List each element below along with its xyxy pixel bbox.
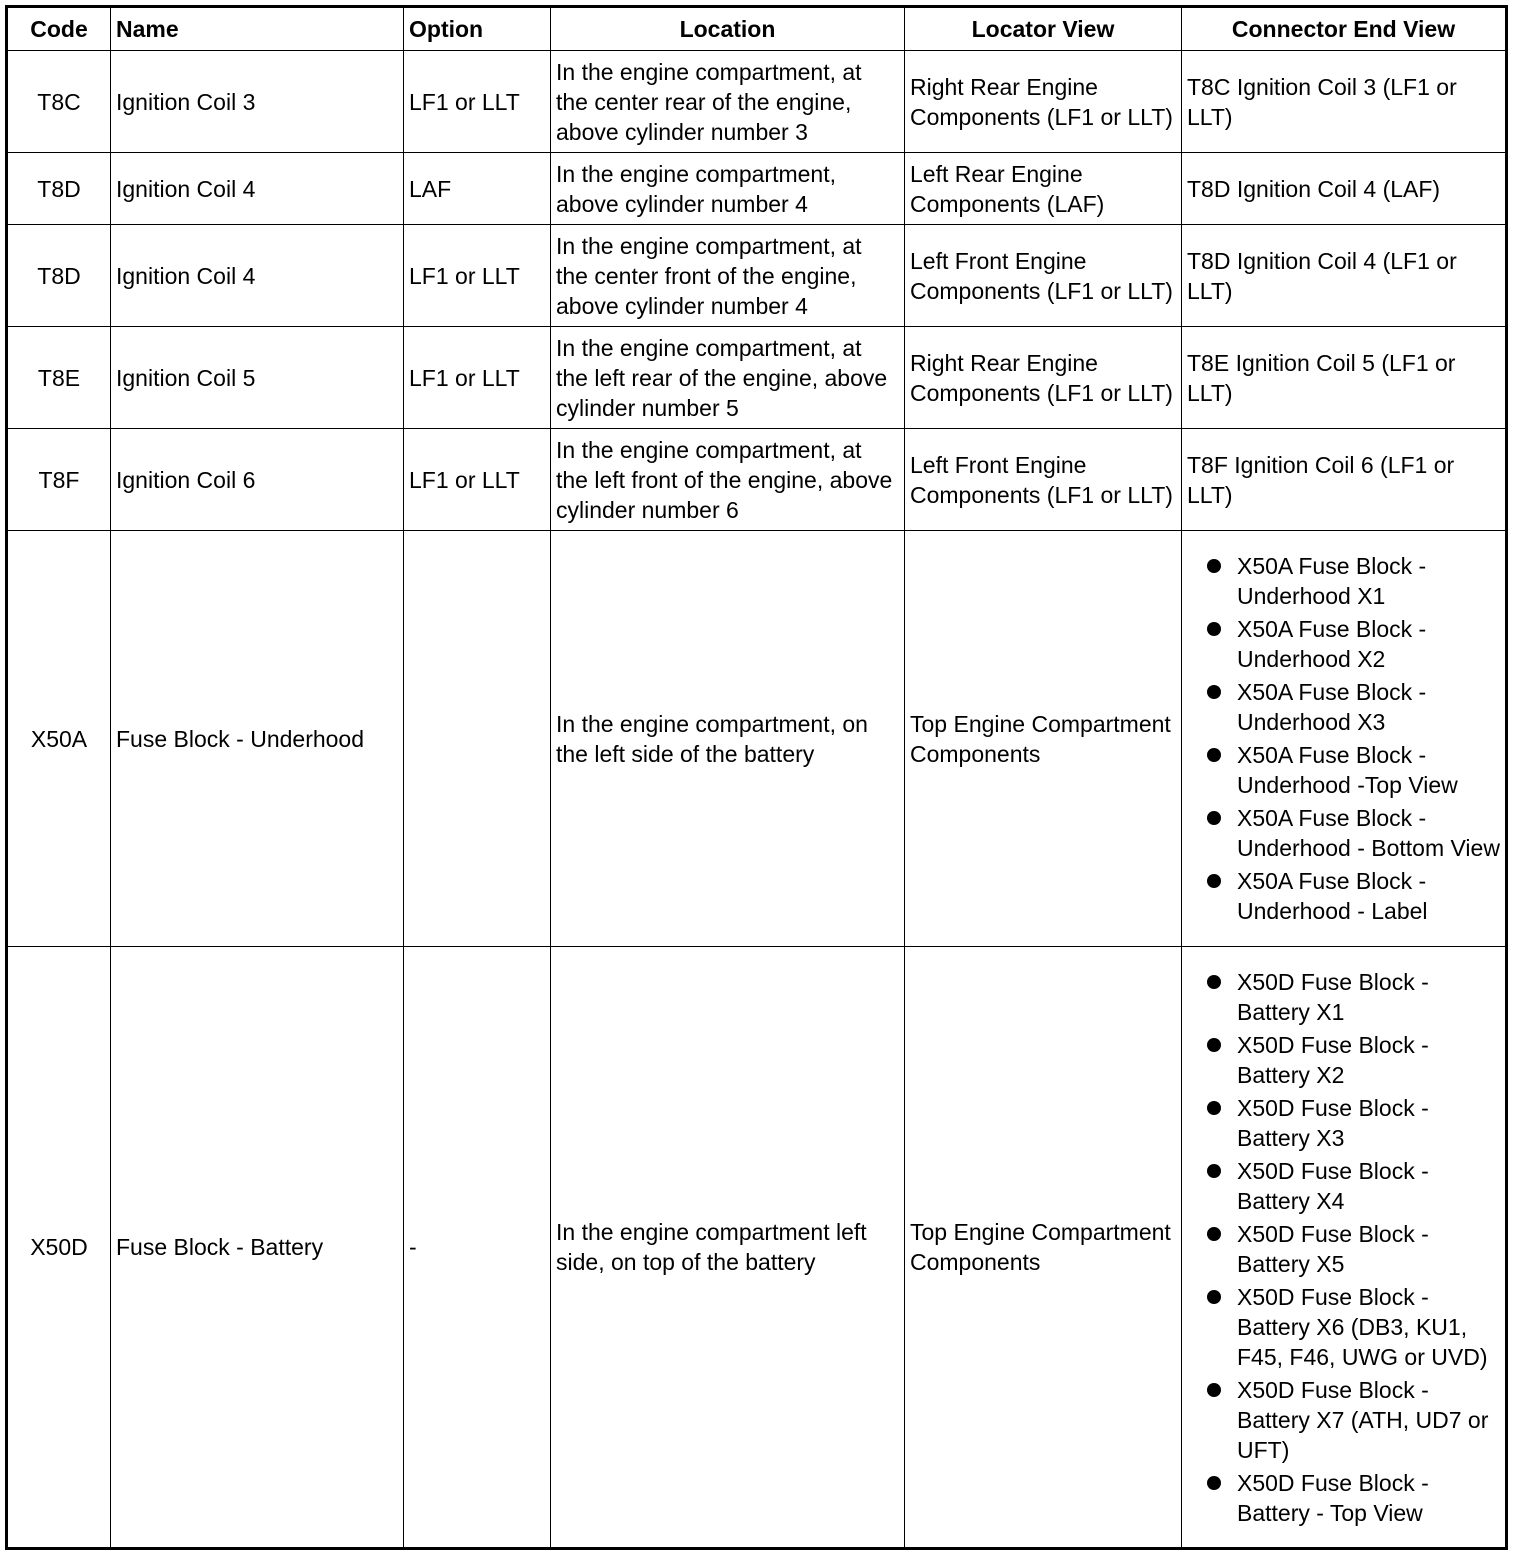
connector-view-label: X50D Fuse Block - Battery X2 <box>1237 1031 1429 1088</box>
connector-view-label: X50D Fuse Block - Battery X5 <box>1237 1220 1429 1277</box>
cell-connector-end-view <box>1182 531 1507 947</box>
cell-code: T8F <box>7 429 111 531</box>
cell-locator-view: Left Front Engine Components (LF1 or LLT) <box>905 225 1182 327</box>
table-row <box>7 153 1507 225</box>
list-item <box>1187 1030 1500 1090</box>
cell-option: LF1 or LLT <box>404 51 551 153</box>
component-locator-table <box>5 5 1508 1550</box>
connector-view-label: X50D Fuse Block - Battery X4 <box>1237 1157 1429 1214</box>
list-item <box>1187 1282 1500 1372</box>
bullet-icon <box>1207 1101 1221 1115</box>
connector-end-view-list <box>1187 551 1500 926</box>
bullet-icon <box>1207 748 1221 762</box>
cell-code: T8C <box>7 51 111 153</box>
bullet-icon <box>1207 1383 1221 1397</box>
cell-name: Ignition Coil 6 <box>111 429 404 531</box>
cell-location: In the engine compartment, above cylinder number 4 <box>551 153 905 225</box>
cell-name: Fuse Block - Underhood <box>111 531 404 947</box>
cell-code: T8D <box>7 225 111 327</box>
connector-view-label: X50D Fuse Block - Battery X3 <box>1237 1094 1429 1151</box>
table-row <box>7 327 1507 429</box>
header-option: Option <box>404 7 551 51</box>
list-item <box>1187 1468 1500 1528</box>
list-item <box>1187 803 1500 863</box>
list-item <box>1187 677 1500 737</box>
header-locator-view: Locator View <box>905 7 1182 51</box>
cell-code: T8E <box>7 327 111 429</box>
list-item <box>1187 967 1500 1027</box>
header-name: Name <box>111 7 404 51</box>
cell-connector-end-view: T8C Ignition Coil 3 (LF1 or LLT) <box>1182 51 1507 153</box>
connector-view-label: X50A Fuse Block - Underhood - Bottom View <box>1237 805 1500 861</box>
cell-locator-view: Top Engine Compartment Components <box>905 531 1182 947</box>
cell-connector-end-view: T8D Ignition Coil 4 (LAF) <box>1182 153 1507 225</box>
cell-connector-end-view <box>1182 947 1507 1549</box>
list-item <box>1187 866 1500 926</box>
table-row <box>7 531 1507 947</box>
cell-locator-view: Left Front Engine Components (LF1 or LLT) <box>905 429 1182 531</box>
connector-view-label: X50A Fuse Block - Underhood -Top View <box>1237 742 1458 798</box>
cell-locator-view: Right Rear Engine Components (LF1 or LLT) <box>905 51 1182 153</box>
cell-option: LF1 or LLT <box>404 429 551 531</box>
cell-option: - <box>404 947 551 1549</box>
cell-name: Ignition Coil 5 <box>111 327 404 429</box>
table-row <box>7 51 1507 153</box>
connector-view-label: X50D Fuse Block - Battery X7 (ATH, UD7 or UFT) <box>1237 1376 1489 1463</box>
header-location: Location <box>551 7 905 51</box>
cell-code: T8D <box>7 153 111 225</box>
connector-end-view-list <box>1187 967 1500 1528</box>
list-item <box>1187 1219 1500 1279</box>
cell-code: X50D <box>7 947 111 1549</box>
bullet-icon <box>1207 1038 1221 1052</box>
cell-location: In the engine compartment, at the left front of the engine, above cylinder number 6 <box>551 429 905 531</box>
cell-locator-view: Top Engine Compartment Components <box>905 947 1182 1549</box>
cell-name: Ignition Coil 4 <box>111 225 404 327</box>
header-row <box>7 7 1507 51</box>
cell-location: In the engine compartment left side, on top of the battery <box>551 947 905 1549</box>
bullet-icon <box>1207 975 1221 989</box>
bullet-icon <box>1207 1290 1221 1304</box>
table-row <box>7 947 1507 1549</box>
cell-locator-view: Right Rear Engine Components (LF1 or LLT) <box>905 327 1182 429</box>
list-item <box>1187 1375 1500 1465</box>
cell-option: LF1 or LLT <box>404 327 551 429</box>
list-item <box>1187 551 1500 611</box>
bullet-icon <box>1207 874 1221 888</box>
table-row <box>7 429 1507 531</box>
cell-option: LF1 or LLT <box>404 225 551 327</box>
bullet-icon <box>1207 622 1221 636</box>
bullet-icon <box>1207 811 1221 825</box>
bullet-icon <box>1207 1164 1221 1178</box>
cell-connector-end-view: T8D Ignition Coil 4 (LF1 or LLT) <box>1182 225 1507 327</box>
cell-connector-end-view: T8F Ignition Coil 6 (LF1 or LLT) <box>1182 429 1507 531</box>
cell-option <box>404 531 551 947</box>
table-row <box>7 225 1507 327</box>
cell-connector-end-view: T8E Ignition Coil 5 (LF1 or LLT) <box>1182 327 1507 429</box>
bullet-icon <box>1207 685 1221 699</box>
header-code: Code <box>7 7 111 51</box>
header-connector-end-view: Connector End View <box>1182 7 1507 51</box>
list-item <box>1187 1093 1500 1153</box>
cell-option: LAF <box>404 153 551 225</box>
list-item <box>1187 740 1500 800</box>
cell-location: In the engine compartment, at the left rear of the engine, above cylinder number 5 <box>551 327 905 429</box>
connector-view-label: X50D Fuse Block - Battery X6 (DB3, KU1, F45, F46, UWG or UVD) <box>1237 1283 1488 1370</box>
connector-view-label: X50A Fuse Block - Underhood X2 <box>1237 616 1427 672</box>
bullet-icon <box>1207 1476 1221 1490</box>
connector-view-label: X50D Fuse Block - Battery X1 <box>1237 968 1429 1025</box>
connector-view-label: X50A Fuse Block - Underhood X1 <box>1237 553 1427 609</box>
bullet-icon <box>1207 1227 1221 1241</box>
bullet-icon <box>1207 559 1221 573</box>
cell-name: Fuse Block - Battery <box>111 947 404 1549</box>
connector-view-label: X50A Fuse Block - Underhood - Label <box>1237 868 1428 924</box>
cell-location: In the engine compartment, at the center rear of the engine, above cylinder number 3 <box>551 51 905 153</box>
cell-location: In the engine compartment, at the center front of the engine, above cylinder number 4 <box>551 225 905 327</box>
connector-view-label: X50A Fuse Block - Underhood X3 <box>1237 679 1427 735</box>
cell-name: Ignition Coil 3 <box>111 51 404 153</box>
list-item <box>1187 614 1500 674</box>
list-item <box>1187 1156 1500 1216</box>
connector-view-label: X50D Fuse Block - Battery - Top View <box>1237 1469 1429 1526</box>
cell-code: X50A <box>7 531 111 947</box>
cell-name: Ignition Coil 4 <box>111 153 404 225</box>
cell-location: In the engine compartment, on the left side of the battery <box>551 531 905 947</box>
cell-locator-view: Left Rear Engine Components (LAF) <box>905 153 1182 225</box>
